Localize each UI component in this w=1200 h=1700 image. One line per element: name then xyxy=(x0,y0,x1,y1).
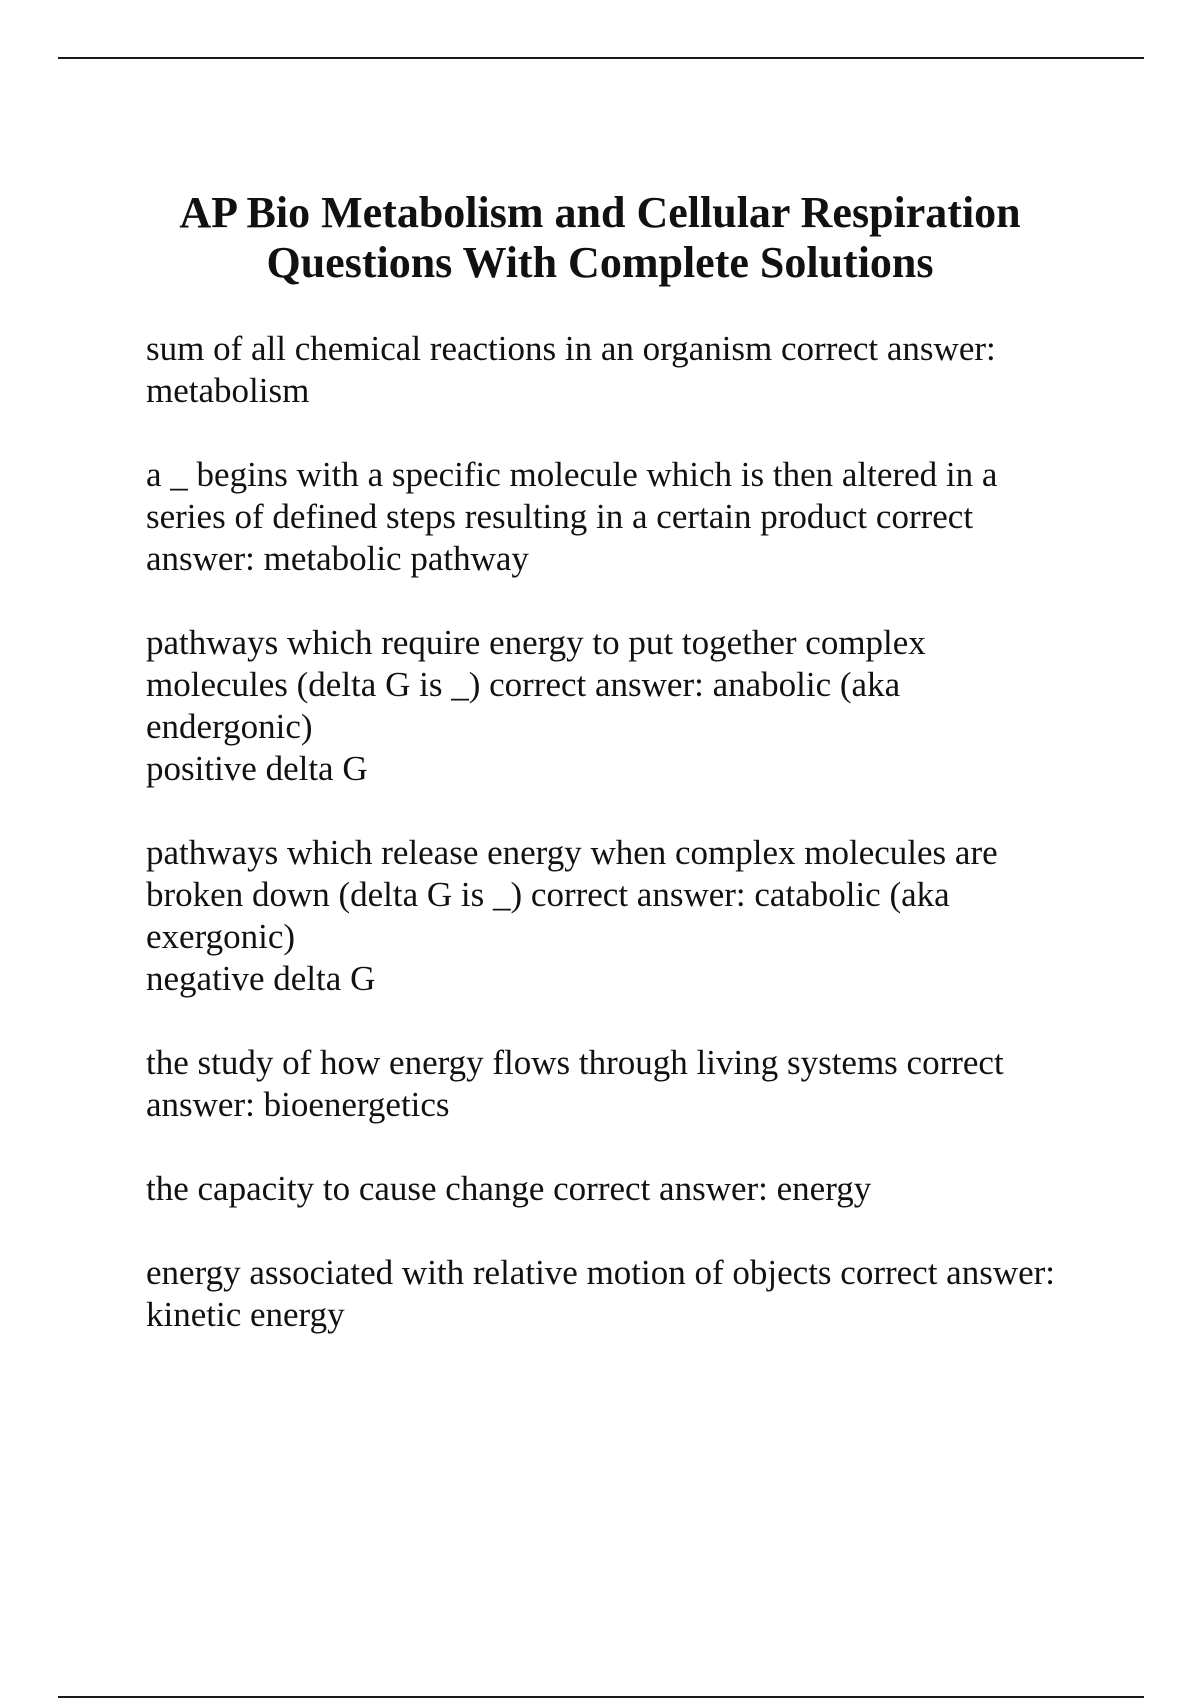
document-title xyxy=(60,188,1140,288)
qa-line: molecules (delta G is _) correct answer: anabolic (aka xyxy=(146,665,901,704)
footer-rule xyxy=(58,1696,1144,1698)
qa-entry-energy xyxy=(146,1168,1146,1210)
qa-line: pathways which require energy to put together complex xyxy=(146,623,926,662)
qa-line: pathways which release energy when complex molecules are xyxy=(146,833,998,872)
qa-entry-kinetic-energy xyxy=(146,1252,1146,1336)
qa-line: negative delta G xyxy=(146,959,376,998)
qa-line: answer: bioenergetics xyxy=(146,1085,450,1124)
qa-line: endergonic) xyxy=(146,707,313,746)
qa-line: broken down (delta G is _) correct answer: catabolic (aka xyxy=(146,875,950,914)
qa-line: exergonic) xyxy=(146,917,296,956)
qa-entry-anabolic xyxy=(146,622,1146,790)
qa-line: sum of all chemical reactions in an organism correct answer: xyxy=(146,329,996,368)
qa-entry-bioenergetics xyxy=(146,1042,1146,1126)
qa-line: metabolism xyxy=(146,371,310,410)
title-line-2: Questions With Complete Solutions xyxy=(266,238,934,287)
qa-line: the study of how energy flows through living systems correct xyxy=(146,1043,1004,1082)
qa-entry-catabolic xyxy=(146,832,1146,1000)
qa-entry-metabolic-pathway xyxy=(146,454,1146,580)
qa-line: a _ begins with a specific molecule which is then altered in a xyxy=(146,455,998,494)
header-rule xyxy=(58,57,1144,59)
qa-line: kinetic energy xyxy=(146,1295,345,1334)
qa-entry-metabolism xyxy=(146,328,1146,412)
qa-line: positive delta G xyxy=(146,749,368,788)
qa-line: the capacity to cause change correct answer: energy xyxy=(146,1169,872,1208)
title-line-1: AP Bio Metabolism and Cellular Respiration xyxy=(179,188,1021,237)
qa-line: answer: metabolic pathway xyxy=(146,539,529,578)
qa-list xyxy=(146,328,1146,1378)
qa-line: series of defined steps resulting in a certain product correct xyxy=(146,497,974,536)
qa-line: energy associated with relative motion of objects correct answer: xyxy=(146,1253,1056,1292)
